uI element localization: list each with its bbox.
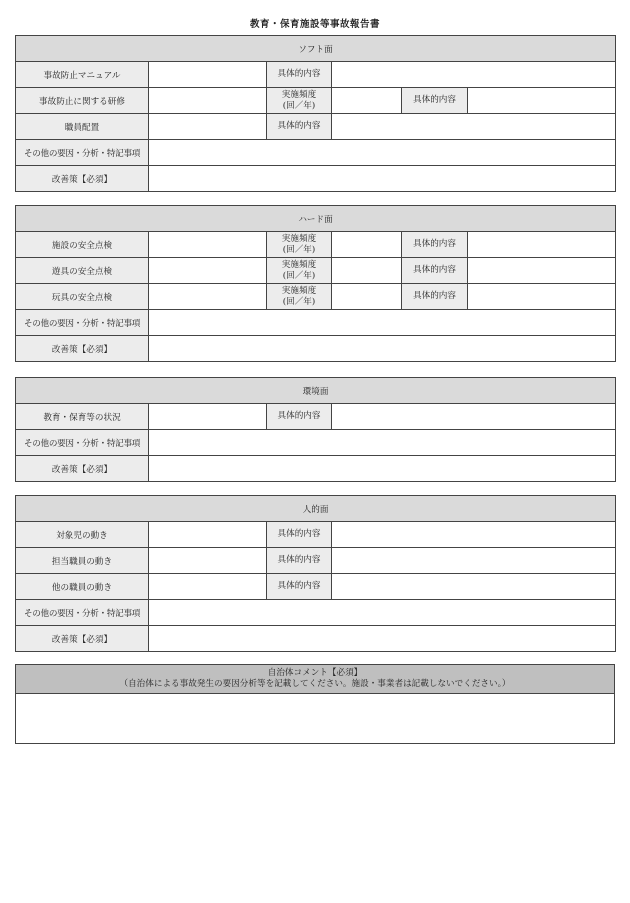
label-playground-check: 遊具の安全点検 bbox=[16, 258, 149, 284]
frequency-line1: 実施頻度 bbox=[281, 233, 317, 244]
label-staff-in-charge-movement: 担当職員の動き bbox=[16, 548, 149, 574]
environment-section-table bbox=[15, 377, 616, 482]
municipality-comment-input[interactable] bbox=[16, 694, 615, 744]
label-details: 具体的内容 bbox=[267, 574, 332, 600]
hard-other-input[interactable] bbox=[149, 310, 616, 336]
hard-improvement-input[interactable] bbox=[149, 336, 616, 362]
label-frequency bbox=[267, 88, 332, 114]
staff-in-charge-details-input[interactable] bbox=[332, 548, 616, 574]
playground-frequency-input[interactable] bbox=[332, 258, 402, 284]
playground-details-input[interactable] bbox=[468, 258, 616, 284]
care-status-details-input[interactable] bbox=[332, 404, 616, 430]
label-details: 具体的内容 bbox=[402, 284, 468, 310]
label-improvement: 改善策【必須】 bbox=[16, 166, 149, 192]
soft-other-input[interactable] bbox=[149, 140, 616, 166]
label-details: 具体的内容 bbox=[402, 232, 468, 258]
label-accident-prevention-manual: 事故防止マニュアル bbox=[16, 62, 149, 88]
label-details: 具体的内容 bbox=[267, 114, 332, 140]
env-other-input[interactable] bbox=[149, 430, 616, 456]
frequency-line2: (回／年) bbox=[282, 296, 316, 307]
municipality-comment-header bbox=[16, 665, 615, 694]
label-care-status: 教育・保育等の状況 bbox=[16, 404, 149, 430]
label-improvement: 改善策【必須】 bbox=[16, 336, 149, 362]
training-input[interactable] bbox=[149, 88, 267, 114]
child-movement-details-input[interactable] bbox=[332, 522, 616, 548]
other-staff-details-input[interactable] bbox=[332, 574, 616, 600]
playground-check-input[interactable] bbox=[149, 258, 267, 284]
hard-section-header: ハード面 bbox=[16, 206, 616, 232]
label-other-staff-movement: 他の職員の動き bbox=[16, 574, 149, 600]
label-toys-check: 玩具の安全点検 bbox=[16, 284, 149, 310]
comment-note: （自治体による事故発生の要因分析等を記載してください。施設・事業者は記載しないでください。） bbox=[119, 679, 511, 689]
label-improvement: 改善策【必須】 bbox=[16, 626, 149, 652]
facility-details-input[interactable] bbox=[468, 232, 616, 258]
label-staffing: 職員配置 bbox=[16, 114, 149, 140]
report-title: 教育・保育施設等事故報告書 bbox=[249, 19, 380, 30]
label-frequency bbox=[267, 258, 332, 284]
toys-details-input[interactable] bbox=[468, 284, 616, 310]
toys-frequency-input[interactable] bbox=[332, 284, 402, 310]
human-other-input[interactable] bbox=[149, 600, 616, 626]
label-prevention-training: 事故防止に関する研修 bbox=[16, 88, 149, 114]
label-frequency bbox=[267, 284, 332, 310]
comment-title: 自治体コメント【必須】 bbox=[267, 668, 363, 678]
label-details: 具体的内容 bbox=[267, 62, 332, 88]
facility-frequency-input[interactable] bbox=[332, 232, 402, 258]
env-improvement-input[interactable] bbox=[149, 456, 616, 482]
soft-section-header: ソフト面 bbox=[16, 36, 616, 62]
staffing-details-input[interactable] bbox=[332, 114, 616, 140]
manual-input[interactable] bbox=[149, 62, 267, 88]
human-section-header: 人的面 bbox=[16, 496, 616, 522]
hard-section-table bbox=[15, 205, 616, 362]
label-facility-check: 施設の安全点検 bbox=[16, 232, 149, 258]
human-improvement-input[interactable] bbox=[149, 626, 616, 652]
label-child-movement: 対象児の動き bbox=[16, 522, 149, 548]
manual-details-input[interactable] bbox=[332, 62, 616, 88]
label-details: 具体的内容 bbox=[267, 522, 332, 548]
care-status-input[interactable] bbox=[149, 404, 267, 430]
label-other-factors: その他の要因・分析・特記事項 bbox=[16, 310, 149, 336]
label-improvement: 改善策【必須】 bbox=[16, 456, 149, 482]
training-details-input[interactable] bbox=[468, 88, 616, 114]
soft-section-table bbox=[15, 35, 616, 192]
label-other-factors: その他の要因・分析・特記事項 bbox=[16, 600, 149, 626]
environment-section-header: 環境面 bbox=[16, 378, 616, 404]
other-staff-input[interactable] bbox=[149, 574, 267, 600]
toys-check-input[interactable] bbox=[149, 284, 267, 310]
label-details: 具体的内容 bbox=[402, 258, 468, 284]
child-movement-input[interactable] bbox=[149, 522, 267, 548]
frequency-line1: 実施頻度 bbox=[281, 259, 317, 270]
label-other-factors: その他の要因・分析・特記事項 bbox=[16, 430, 149, 456]
soft-improvement-input[interactable] bbox=[149, 166, 616, 192]
human-section-table bbox=[15, 495, 616, 652]
frequency-line1: 実施頻度 bbox=[281, 285, 317, 296]
frequency-line2: (回／年) bbox=[282, 270, 316, 281]
municipality-comment-table bbox=[15, 664, 615, 744]
frequency-line2: (回／年) bbox=[282, 100, 316, 111]
staffing-input[interactable] bbox=[149, 114, 267, 140]
label-details: 具体的内容 bbox=[402, 88, 468, 114]
label-other-factors: その他の要因・分析・特記事項 bbox=[16, 140, 149, 166]
staff-in-charge-input[interactable] bbox=[149, 548, 267, 574]
label-details: 具体的内容 bbox=[267, 404, 332, 430]
label-frequency bbox=[267, 232, 332, 258]
frequency-line2: (回／年) bbox=[282, 244, 316, 255]
facility-check-input[interactable] bbox=[149, 232, 267, 258]
frequency-line1: 実施頻度 bbox=[281, 89, 317, 100]
label-details: 具体的内容 bbox=[267, 548, 332, 574]
training-frequency-input[interactable] bbox=[332, 88, 402, 114]
